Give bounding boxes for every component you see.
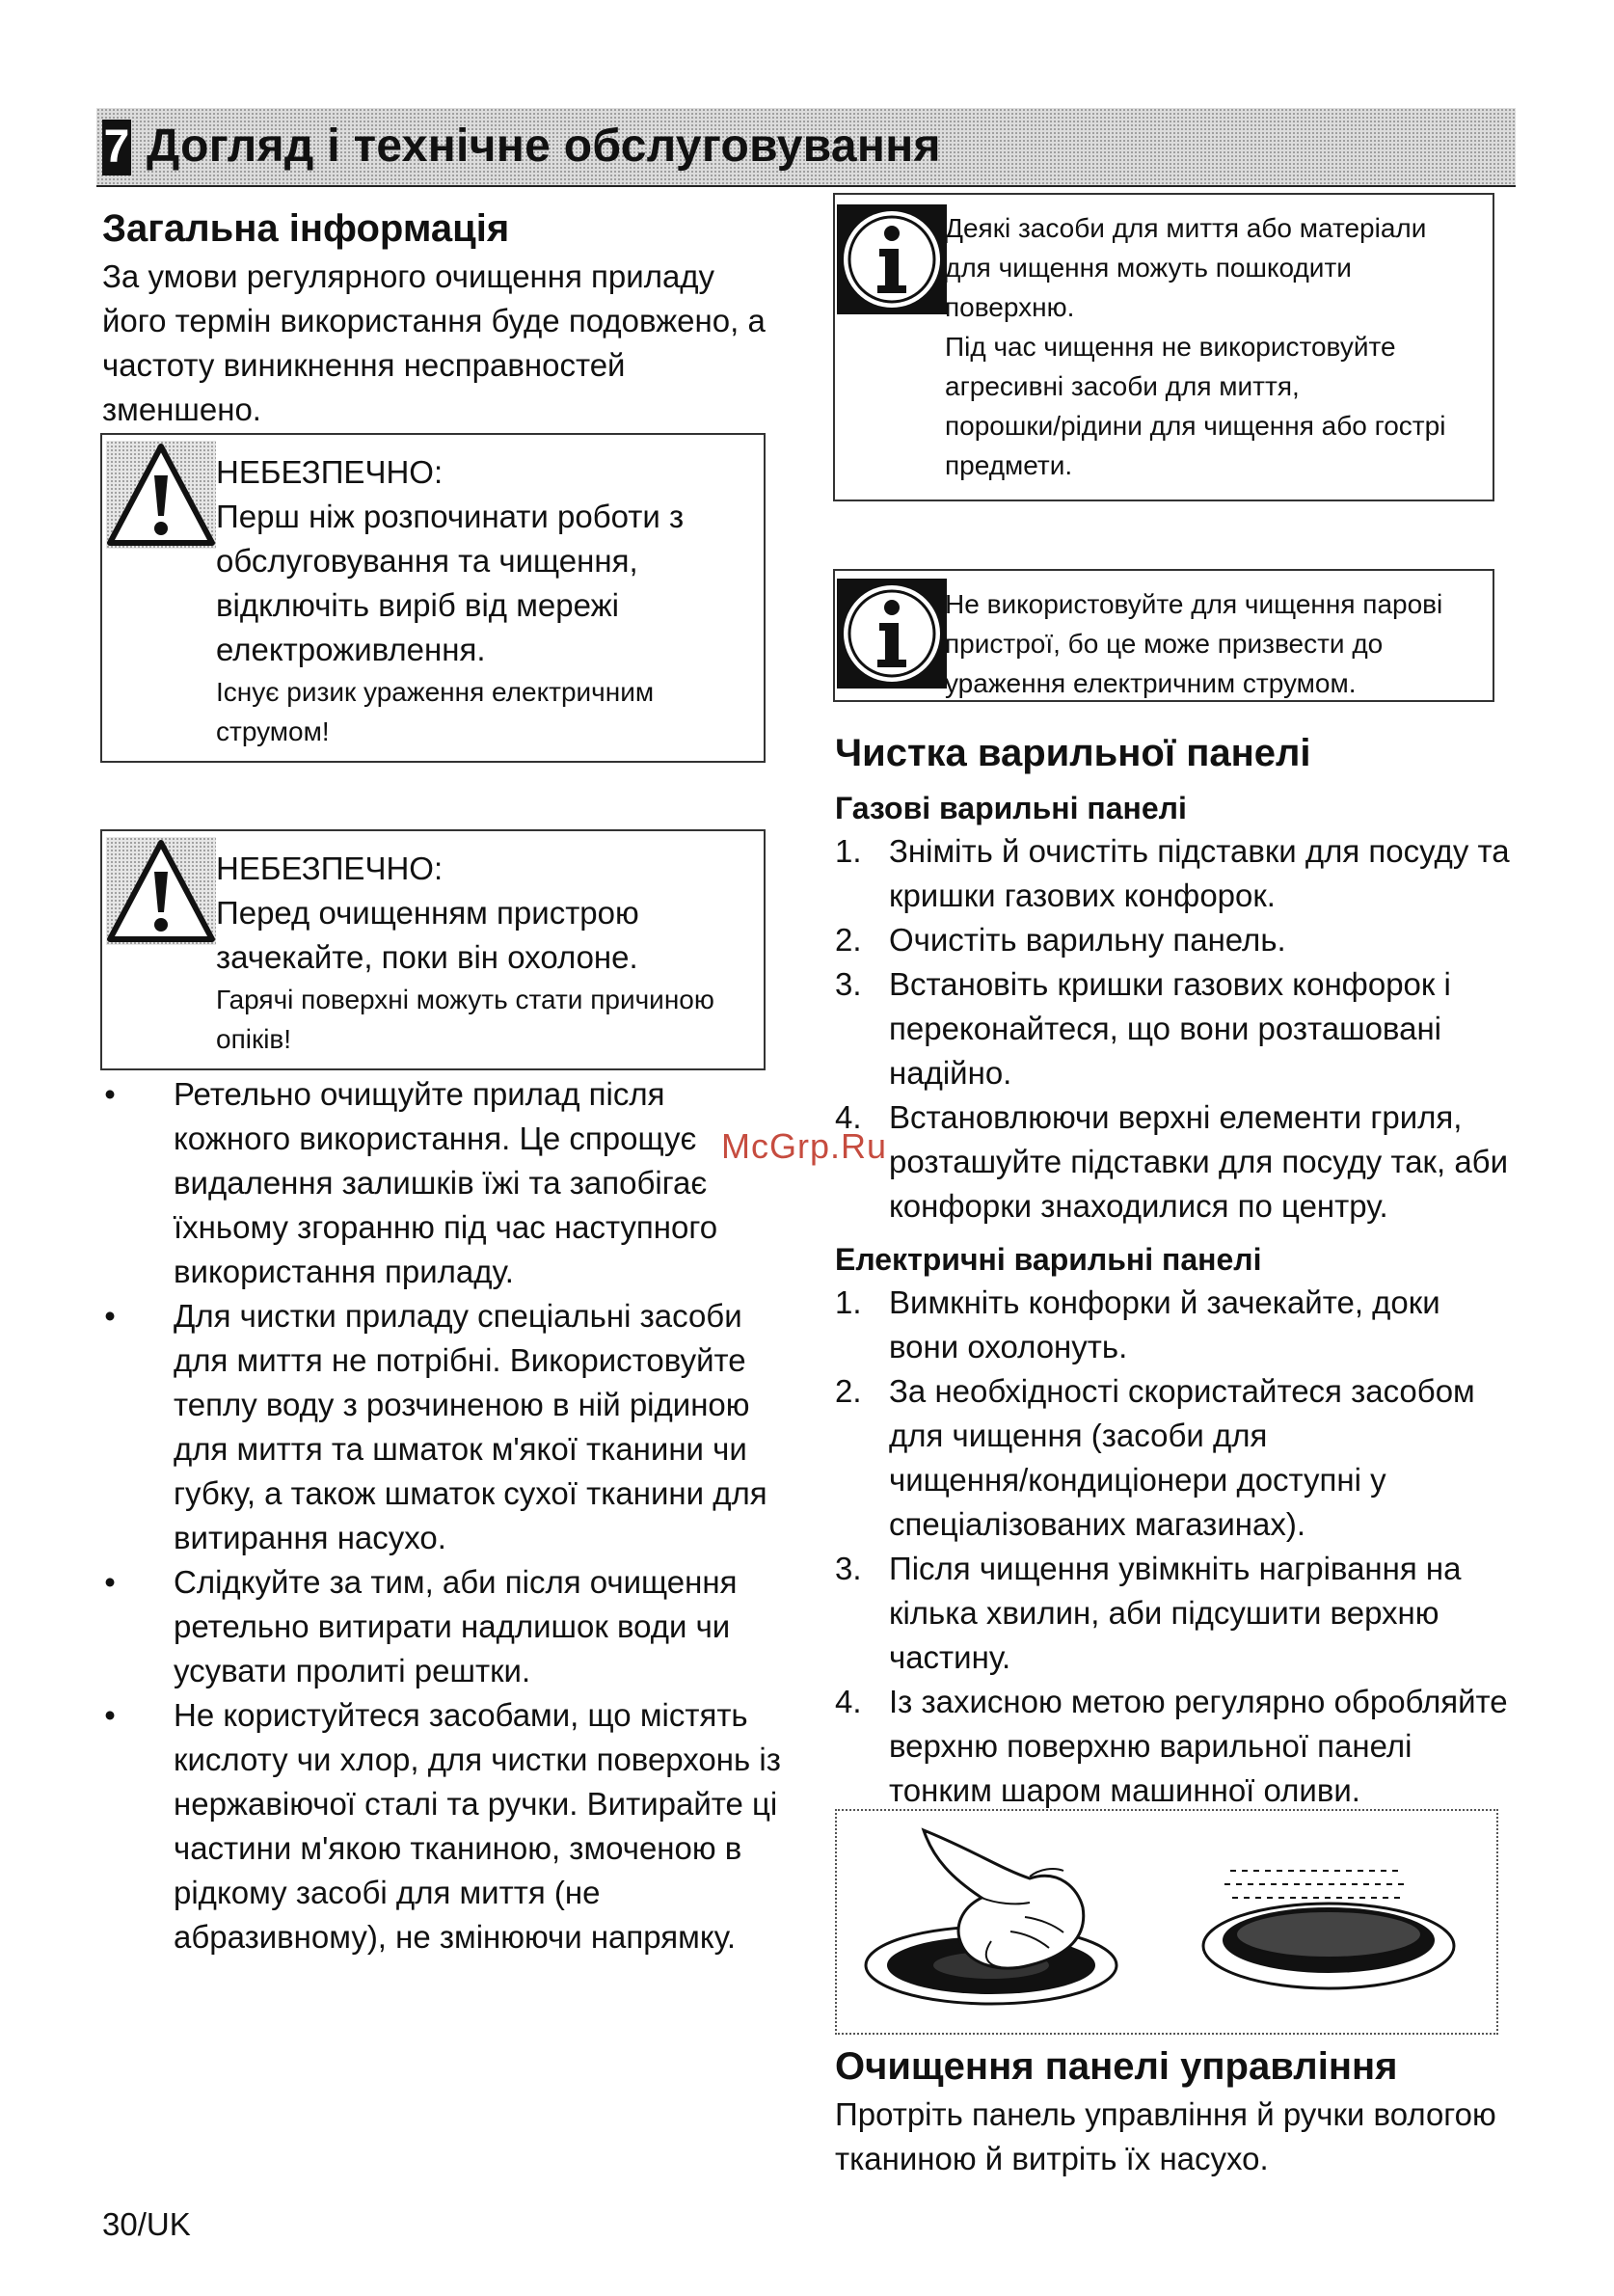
info-line: предмети.: [945, 450, 1073, 480]
bullet-mark: •: [104, 1298, 116, 1334]
info-line: Не використовуйте для чищення парові: [945, 589, 1443, 619]
text-line: частину.: [889, 1639, 1011, 1675]
text-line: вони охолонуть.: [889, 1329, 1128, 1364]
warning-note: струмом!: [216, 716, 330, 746]
text-line: для миття та шматок м'якої тканини чи: [174, 1431, 747, 1467]
warning-box-hot: [100, 829, 766, 1070]
warning-line: відключіть виріб від мережі: [216, 587, 619, 623]
text-line: кислоту чи хлор, для чистки поверхонь із: [174, 1742, 781, 1777]
text-line: тонким шаром машинної оливи.: [889, 1772, 1360, 1808]
bullet-mark: •: [104, 1697, 116, 1733]
cleaning-hob-figure: [837, 1811, 1496, 2033]
info-line: пристрої, бо це може призвести до: [945, 629, 1384, 659]
info-line: агресивні засоби для миття,: [945, 371, 1300, 401]
text-line: їхньому згоранню під час наступного: [174, 1209, 718, 1245]
cleaning-tips-list: [100, 1072, 794, 1959]
text-line: ретельно витирати надлишок води чи: [174, 1608, 731, 1644]
text-line: зменшено.: [102, 392, 261, 427]
text-line: для миття не потрібні. Використовуйте: [174, 1342, 746, 1378]
hob-cleaning-illustration: [835, 1809, 1498, 2035]
text-line: Слідкуйте за тим, аби після очищення: [174, 1564, 738, 1600]
text-line: абразивному), не змінюючи напрямку.: [174, 1919, 736, 1955]
warning-label: НЕБЕЗПЕЧНО:: [216, 454, 444, 490]
step-number: 4.: [835, 1684, 862, 1719]
warning-triangle-icon: [106, 837, 216, 945]
text-line: видалення залишків їжі та запобігає: [174, 1165, 708, 1201]
text-line: Для чистки приладу спеціальні засоби: [174, 1298, 742, 1334]
step-number: 1.: [835, 1284, 862, 1320]
text-line: для чищення (засоби для: [889, 1418, 1268, 1453]
text-line: надійно.: [889, 1055, 1012, 1091]
control-panel-heading: Очищення панелі управління: [835, 2045, 1398, 2088]
list-item: [100, 1072, 794, 1294]
text-line: кілька хвилин, аби підсушити верхню: [889, 1595, 1439, 1631]
list-item: [100, 1693, 794, 1959]
text-line: нержавіючої сталі та ручки. Витирайте ці: [174, 1786, 778, 1822]
warning-box-power: [100, 433, 766, 763]
text-line: верхню поверхню варильної панелі: [889, 1728, 1412, 1764]
text-line: усувати пролиті рештки.: [174, 1653, 531, 1688]
page-number: 30/UK: [102, 2206, 191, 2242]
watermark: McGrp.Ru: [721, 1126, 888, 1166]
list-item: [835, 1547, 1510, 1680]
warning-label: НЕБЕЗПЕЧНО:: [216, 851, 444, 886]
text-line: Протріть панель управління й ручки вологою: [835, 2096, 1496, 2132]
bullet-mark: •: [104, 1564, 116, 1600]
info-line: ураження електричним струмом.: [945, 668, 1357, 698]
text-line: переконайтеся, що вони розташовані: [889, 1011, 1442, 1046]
chapter-header: [96, 108, 1516, 187]
info-line: для чищення можуть пошкодити: [945, 253, 1352, 283]
electric-hob-heading: Електричні варильні панелі: [835, 1242, 1262, 1277]
info-line: порошки/рідини для чищення або гострі: [945, 411, 1446, 441]
chapter-number: 7: [102, 120, 131, 176]
warning-note: Гарячі поверхні можуть стати причиною: [216, 985, 714, 1014]
general-info-text: [102, 255, 777, 432]
warning-note: опіків!: [216, 1024, 292, 1054]
list-item: [835, 1680, 1510, 1813]
text-line: спеціалізованих магазинах).: [889, 1506, 1305, 1542]
warning-line: електроживлення.: [216, 632, 486, 667]
step-number: 4.: [835, 1099, 862, 1135]
info-line: Деякі засоби для миття або матеріали: [945, 213, 1427, 243]
step-number: 2.: [835, 1373, 862, 1409]
text-line: За необхідності скористайтеся засобом: [889, 1373, 1475, 1409]
list-item: [100, 1560, 794, 1693]
info-icon: [837, 204, 947, 314]
list-item: [835, 1281, 1510, 1369]
info-box-cleaning-agents: [833, 193, 1494, 501]
list-item: [835, 962, 1510, 1095]
text-line: Встановіть кришки газових конфорок і: [889, 966, 1451, 1002]
info-box-steam: [833, 569, 1494, 702]
text-line: За умови регулярного очищення приладу: [102, 258, 715, 294]
general-info-heading: Загальна інформація: [102, 207, 510, 250]
warning-triangle-icon: [106, 441, 216, 549]
electric-hob-steps: [835, 1281, 1510, 1813]
info-line: Під час чищення не використовуйте: [945, 332, 1396, 362]
warning-line: Перед очищенням пристрою: [216, 895, 639, 931]
text-line: кожного використання. Це спрощує: [174, 1121, 697, 1156]
text-line: тканиною й витріть їх насухо.: [835, 2141, 1269, 2176]
list-item: [835, 1095, 1510, 1229]
chapter-title: Догляд і технічне обслуговування: [147, 121, 941, 172]
text-line: Очистіть варильну панель.: [889, 922, 1286, 958]
warning-line: Перш ніж розпочинати роботи з: [216, 499, 685, 534]
hob-cleaning-heading: Чистка варильної панелі: [835, 732, 1311, 774]
list-item: [100, 1294, 794, 1560]
text-line: Ретельно очищуйте прилад після: [174, 1076, 665, 1112]
text-line: частоту виникнення несправностей: [102, 347, 626, 383]
text-line: Після чищення увімкніть нагрівання на: [889, 1551, 1462, 1586]
text-line: Не користуйтеся засобами, що містять: [174, 1697, 748, 1733]
control-panel-text: [835, 2093, 1510, 2181]
warning-line: обслуговування та чищення,: [216, 543, 638, 579]
text-line: рідкому засобі для миття (не: [174, 1875, 601, 1910]
gas-hob-heading: Газові варильні панелі: [835, 791, 1187, 825]
step-number: 3.: [835, 1551, 862, 1586]
text-line: його термін використання буде подовжено, а: [102, 303, 766, 338]
text-line: частини м'якою тканиною, змоченою в: [174, 1830, 742, 1866]
text-line: чищення/кондиціонери доступні у: [889, 1462, 1386, 1498]
text-line: витирання насухо.: [174, 1520, 446, 1555]
text-line: Із захисною метою регулярно обробляйте: [889, 1684, 1508, 1719]
step-number: 1.: [835, 833, 862, 869]
step-number: 3.: [835, 966, 862, 1002]
step-number: 2.: [835, 922, 862, 958]
warning-line: зачекайте, поки він охолоне.: [216, 939, 638, 975]
text-line: використання приладу.: [174, 1254, 514, 1289]
text-line: розташуйте підставки для посуду так, аби: [889, 1144, 1509, 1179]
text-line: Зніміть й очистіть підставки для посуду та: [889, 833, 1510, 869]
text-line: конфорки знаходилися по центру.: [889, 1188, 1388, 1224]
text-line: Вимкніть конфорки й зачекайте, доки: [889, 1284, 1440, 1320]
bullet-mark: •: [104, 1076, 116, 1112]
list-item: [835, 918, 1510, 962]
text-line: кришки газових конфорок.: [889, 878, 1276, 913]
gas-hob-steps: [835, 829, 1510, 1229]
text-line: теплу воду з розчиненою в ній рідиною: [174, 1387, 750, 1422]
text-line: Встановлюючи верхні елементи гриля,: [889, 1099, 1463, 1135]
list-item: [835, 829, 1510, 918]
info-icon: [837, 579, 947, 689]
text-line: губку, а також шматок сухої тканини для: [174, 1475, 767, 1511]
info-line: поверхню.: [945, 292, 1075, 322]
warning-note: Існує ризик ураження електричним: [216, 677, 655, 707]
list-item: [835, 1369, 1510, 1547]
